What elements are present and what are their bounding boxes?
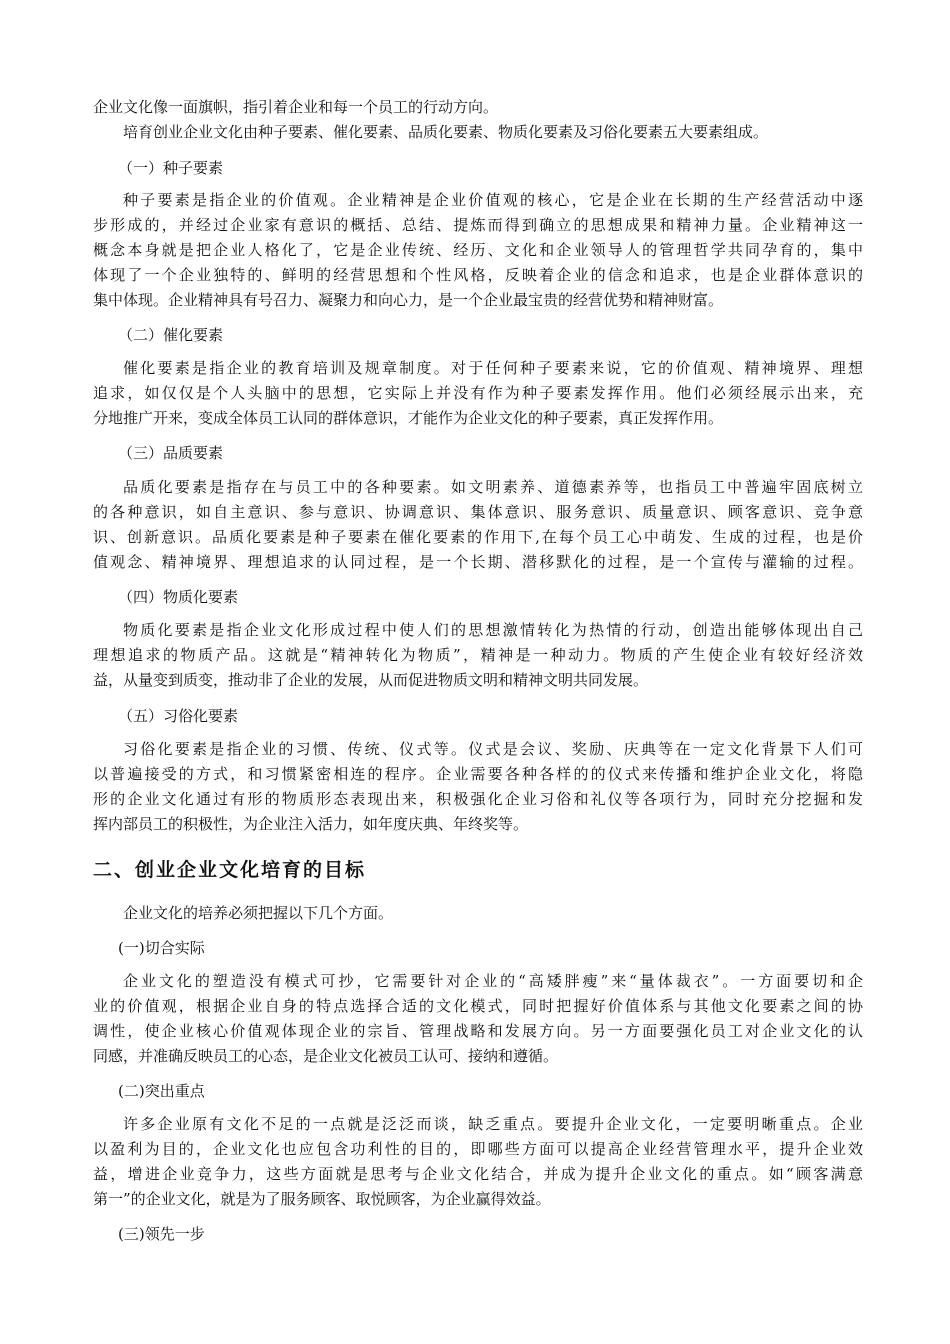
paragraph-line: 催化要素是指企业的教育培训及规章制度。对于任何种子要素来说，它的价值观、精神境界、理想 [123,359,863,377]
paragraph-line: 许多企业原有文化不足的一点就是泛泛而谈，缺乏重点。要提升企业文化，一定要明晰重点。企业 [123,1115,863,1133]
goal-title-practical: (一)切合实际 [118,939,205,957]
paragraph-line: 的各种意识，如自主意识、参与意识、协调意识、集体意识、服务意识、质量意识、顾客意识、竞争意 [93,503,863,521]
paragraph-line: 识、创新意识。品质化要素是种子要素在催化要素的作用下,在每个员工心中萌发、生成的过程，也是价 [93,528,863,546]
goal-title-lead: (三)领先一步 [118,1225,205,1243]
section-title-quality: （三）品质要素 [118,444,224,462]
paragraph-line: 值观念、精神境界、理想追求的认同过程，是一个长期、潜移默化的过程，是一个宣传与灌输的过程。 [93,553,863,571]
paragraph-line: 分地推广开来，变成全体员工认同的群体意识，才能作为企业文化的种子要素，真正发挥作用。 [93,409,724,427]
section-title-custom: （五）习俗化要素 [118,707,239,725]
paragraph-line: 第一”的企业文化，就是为了服务顾客、取悦顾客，为企业赢得效益。 [93,1190,551,1208]
paragraph-line: 追求，如仅仅是个人头脑中的思想，它实际上并没有作为种子要素发挥作用。他们必须经展示出来，充 [93,384,863,402]
goal-intro: 企业文化的培养必须把握以下几个方面。 [123,904,394,922]
paragraph-line: 品质化要素是指存在与员工中的各种要素。如文明素养、道德素养等，也指员工中普遍牢固底树立 [123,478,863,496]
paragraph-line: 业的价值观，根据企业自身的特点选择合适的文化模式，同时把握好价值体系与其他文化要素之间的协 [93,997,863,1015]
section-title-materialization: （四）物质化要素 [118,588,239,606]
paragraph-line: 益，从量变到质变，推动非了企业的发展，从而促进物质文明和精神文明共同发展。 [93,671,649,689]
chapter-heading: 二、创业企业文化培育的目标 [93,859,367,881]
paragraph-line: 形的企业文化通过有形的物质形态表现出来，积极强化企业习俗和礼仪等各项行为，同时充分挖掘和发 [93,790,863,808]
paragraph-line: 集中体现。企业精神具有号召力、凝聚力和向心力，是一个企业最宝贵的经营优势和精神财富。 [93,291,724,309]
paragraph-line: 种子要素是指企业的价值观。企业精神是企业价值观的核心，它是企业在长期的生产经营活动中逐 [123,191,863,209]
paragraph-line: 物质化要素是指企业文化形成过程中使人们的思想激情转化为热情的行动，创造出能够体现出自己 [123,621,863,639]
paragraph-line: 习俗化要素是指企业的习惯、传统、仪式等。仪式是会议、奖励、庆典等在一定文化背景下人们可 [123,740,863,758]
paragraph-line: 挥内部员工的积极性，为企业注入活力，如年度庆典、年终奖等。 [93,815,529,833]
paragraph-line: 概念本身就是把企业人格化了，它是企业传统、经历、文化和企业领导人的管理哲学共同孕育的，集中 [93,241,863,259]
paragraph-line: 调性，使企业核心价值观体现企业的宗旨、管理战略和发展方向。另一方面要强化员工对企业文化的认 [93,1022,863,1040]
paragraph-line: 益，增进企业竞争力，这些方面就是思考与企业文化结合，并成为提升企业文化的重点。如“顾客满意 [93,1165,863,1183]
section-title-seed: （一）种子要素 [118,159,224,177]
paragraph-line: 同感，并准确反映员工的心态，是企业文化被员工认可、接纳和遵循。 [93,1047,559,1065]
paragraph-line: 步形成的，并经过企业家有意识的概括、总结、提炼而得到确立的思想成果和精神力量。企业精神这一 [93,216,863,234]
goal-title-focus: (二)突出重点 [118,1082,205,1100]
intro-line: 培育创业企业文化由种子要素、催化要素、品质化要素、物质化要素及习俗化要素五大要素组成。 [123,123,769,141]
section-title-catalyst: （二）催化要素 [118,326,224,344]
paragraph-line: 以普遍接受的方式，和习惯紧密相连的程序。企业需要各种各样的的仪式来传播和维护企业文化，将隐 [93,765,863,783]
paragraph-line: 理想追求的物质产品。这就是“精神转化为物质”，精神是一种动力。物质的产生使企业有较好经济效 [93,646,863,664]
paragraph-line: 体现了一个企业独特的、鲜明的经营思想和个性风格，反映着企业的信念和追求，也是企业群体意识的 [93,266,863,284]
intro-line: 企业文化像一面旗帜，指引着企业和每一个员工的行动方向。 [93,98,499,116]
paragraph-line: 企业文化的塑造没有模式可抄，它需要针对企业的“高矮胖瘦”来“量体裁衣”。一方面要切和企 [123,972,863,990]
paragraph-line: 以盈利为目的，企业文化也应包含功利性的目的，即哪些方面可以提高企业经营管理水平，提升企业效 [93,1140,863,1158]
